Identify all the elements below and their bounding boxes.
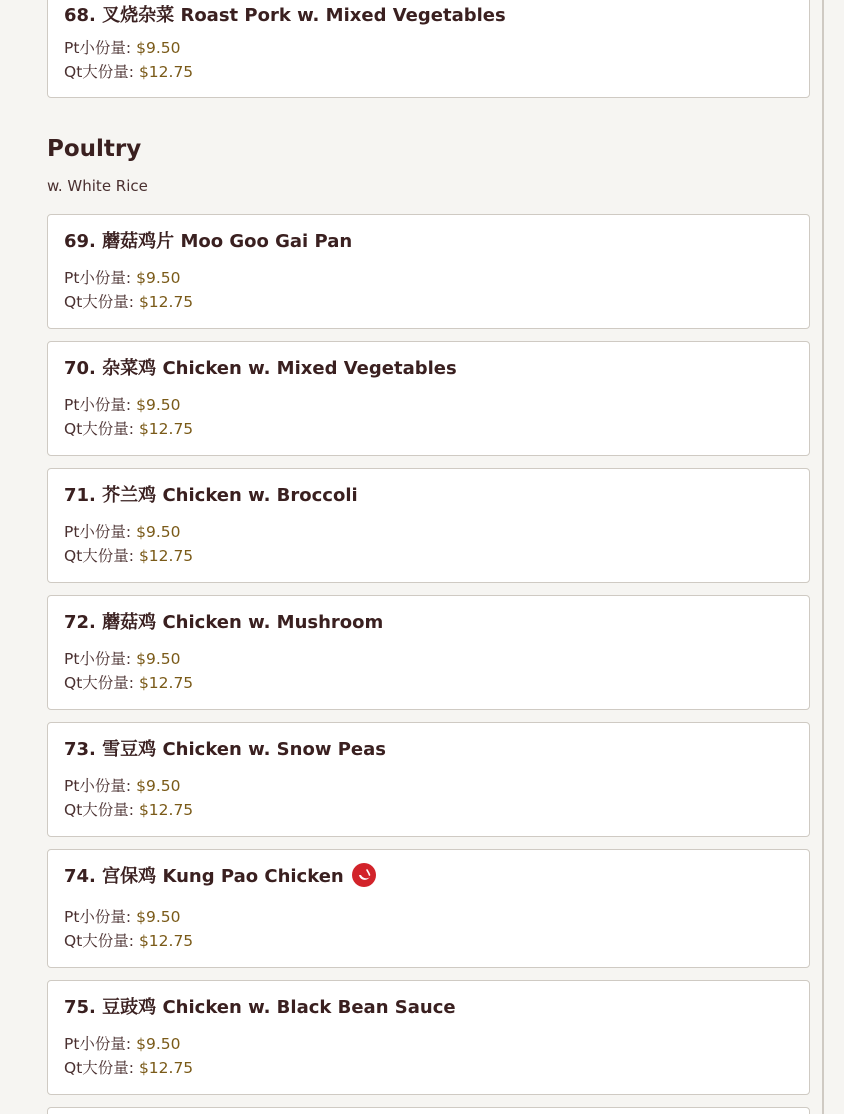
- pint-price: $9.50: [136, 777, 181, 795]
- pint-price: $9.50: [136, 523, 181, 541]
- quart-price-line: [64, 60, 193, 82]
- item-name-en: Chicken w. Black Bean Sauce: [162, 997, 456, 1018]
- pint-price: $9.50: [136, 1035, 181, 1053]
- menu-item-title: [64, 481, 358, 507]
- menu-item-card[interactable]: [47, 1107, 810, 1114]
- pint-price: $9.50: [136, 396, 181, 414]
- item-name-zh: 杂菜鸡: [102, 358, 157, 379]
- quart-label: Qt大份量:: [64, 674, 134, 692]
- quart-price-line: [64, 798, 193, 820]
- section-subtitle: w. White Rice: [47, 177, 148, 195]
- pint-price: $9.50: [136, 650, 181, 668]
- quart-price-line: [64, 929, 193, 951]
- item-number: 70.: [64, 358, 96, 379]
- pint-label: Pt小份量:: [64, 908, 132, 926]
- item-name-zh: 豆豉鸡: [102, 997, 157, 1018]
- item-number: 71.: [64, 485, 96, 506]
- menu-item-card[interactable]: [47, 341, 810, 456]
- item-name-zh: 蘑菇鸡: [102, 612, 157, 633]
- pint-price-line: [64, 1032, 180, 1054]
- pint-price-line: [64, 905, 180, 927]
- item-name-zh: 宫保鸡: [102, 866, 157, 887]
- pint-price: $9.50: [136, 908, 181, 926]
- menu-item-title: [64, 227, 352, 253]
- item-name-en: Chicken w. Mushroom: [162, 612, 384, 633]
- menu-item-title: [64, 1, 506, 27]
- item-name-en: Chicken w. Mixed Vegetables: [162, 358, 457, 379]
- menu-item-title: [64, 608, 383, 634]
- pint-label: Pt小份量:: [64, 650, 132, 668]
- menu-item-card[interactable]: [47, 722, 810, 837]
- pint-label: Pt小份量:: [64, 396, 132, 414]
- quart-label: Qt大份量:: [64, 547, 134, 565]
- item-name-en: Moo Goo Gai Pan: [180, 231, 353, 252]
- pint-label: Pt小份量:: [64, 777, 132, 795]
- menu-item-title: [64, 735, 386, 761]
- menu-item-card[interactable]: [47, 214, 810, 329]
- item-name-zh: 芥兰鸡: [102, 485, 157, 506]
- menu-item-title: [64, 993, 456, 1019]
- pint-price-line: [64, 520, 180, 542]
- quart-price-line: [64, 1056, 193, 1078]
- quart-price-line: [64, 544, 193, 566]
- menu-item-card[interactable]: [47, 468, 810, 583]
- chili-pepper-icon: [352, 863, 376, 887]
- quart-label: Qt大份量:: [64, 293, 134, 311]
- quart-price: $12.75: [138, 932, 194, 950]
- pint-price: $9.50: [136, 39, 181, 57]
- pint-price-line: [64, 36, 180, 58]
- menu-item-title: [64, 354, 457, 380]
- quart-price-line: [64, 417, 193, 439]
- item-name-zh: 叉烧杂菜: [102, 5, 175, 26]
- section-title: Poultry: [47, 136, 142, 162]
- item-number: 72.: [64, 612, 96, 633]
- quart-label: Qt大份量:: [64, 801, 134, 819]
- menu-item-title: [64, 862, 376, 888]
- pint-price-line: [64, 393, 180, 415]
- item-name-en: Chicken w. Snow Peas: [162, 739, 386, 760]
- quart-price: $12.75: [138, 547, 194, 565]
- item-name-zh: 蘑菇鸡片: [102, 231, 175, 252]
- quart-label: Qt大份量:: [64, 1059, 134, 1077]
- quart-price: $12.75: [138, 63, 194, 81]
- pint-price-line: [64, 774, 180, 796]
- quart-price: $12.75: [138, 674, 194, 692]
- quart-label: Qt大份量:: [64, 63, 134, 81]
- quart-price-line: [64, 671, 193, 693]
- quart-label: Qt大份量:: [64, 932, 134, 950]
- item-number: 74.: [64, 866, 96, 887]
- pint-label: Pt小份量:: [64, 39, 132, 57]
- item-number: 69.: [64, 231, 96, 252]
- pint-price-line: [64, 266, 180, 288]
- pint-label: Pt小份量:: [64, 269, 132, 287]
- item-name-en: Chicken w. Broccoli: [162, 485, 358, 506]
- pint-price-line: [64, 647, 180, 669]
- pint-price: $9.50: [136, 269, 181, 287]
- item-number: 68.: [64, 5, 96, 26]
- menu-item-card[interactable]: [47, 595, 810, 710]
- menu-item-card[interactable]: [47, 0, 810, 98]
- item-number: 73.: [64, 739, 96, 760]
- menu-item-card[interactable]: [47, 980, 810, 1095]
- quart-price: $12.75: [138, 420, 194, 438]
- page-edge-divider: [822, 0, 824, 1114]
- item-name-en: Roast Pork w. Mixed Vegetables: [180, 5, 506, 26]
- quart-price-line: [64, 290, 193, 312]
- menu-item-card[interactable]: [47, 849, 810, 968]
- pint-label: Pt小份量:: [64, 1035, 132, 1053]
- quart-price: $12.75: [138, 801, 194, 819]
- quart-price: $12.75: [138, 293, 194, 311]
- item-number: 75.: [64, 997, 96, 1018]
- item-name-en: Kung Pao Chicken: [162, 866, 344, 887]
- item-name-zh: 雪豆鸡: [102, 739, 157, 760]
- quart-label: Qt大份量:: [64, 420, 134, 438]
- quart-price: $12.75: [138, 1059, 194, 1077]
- pint-label: Pt小份量:: [64, 523, 132, 541]
